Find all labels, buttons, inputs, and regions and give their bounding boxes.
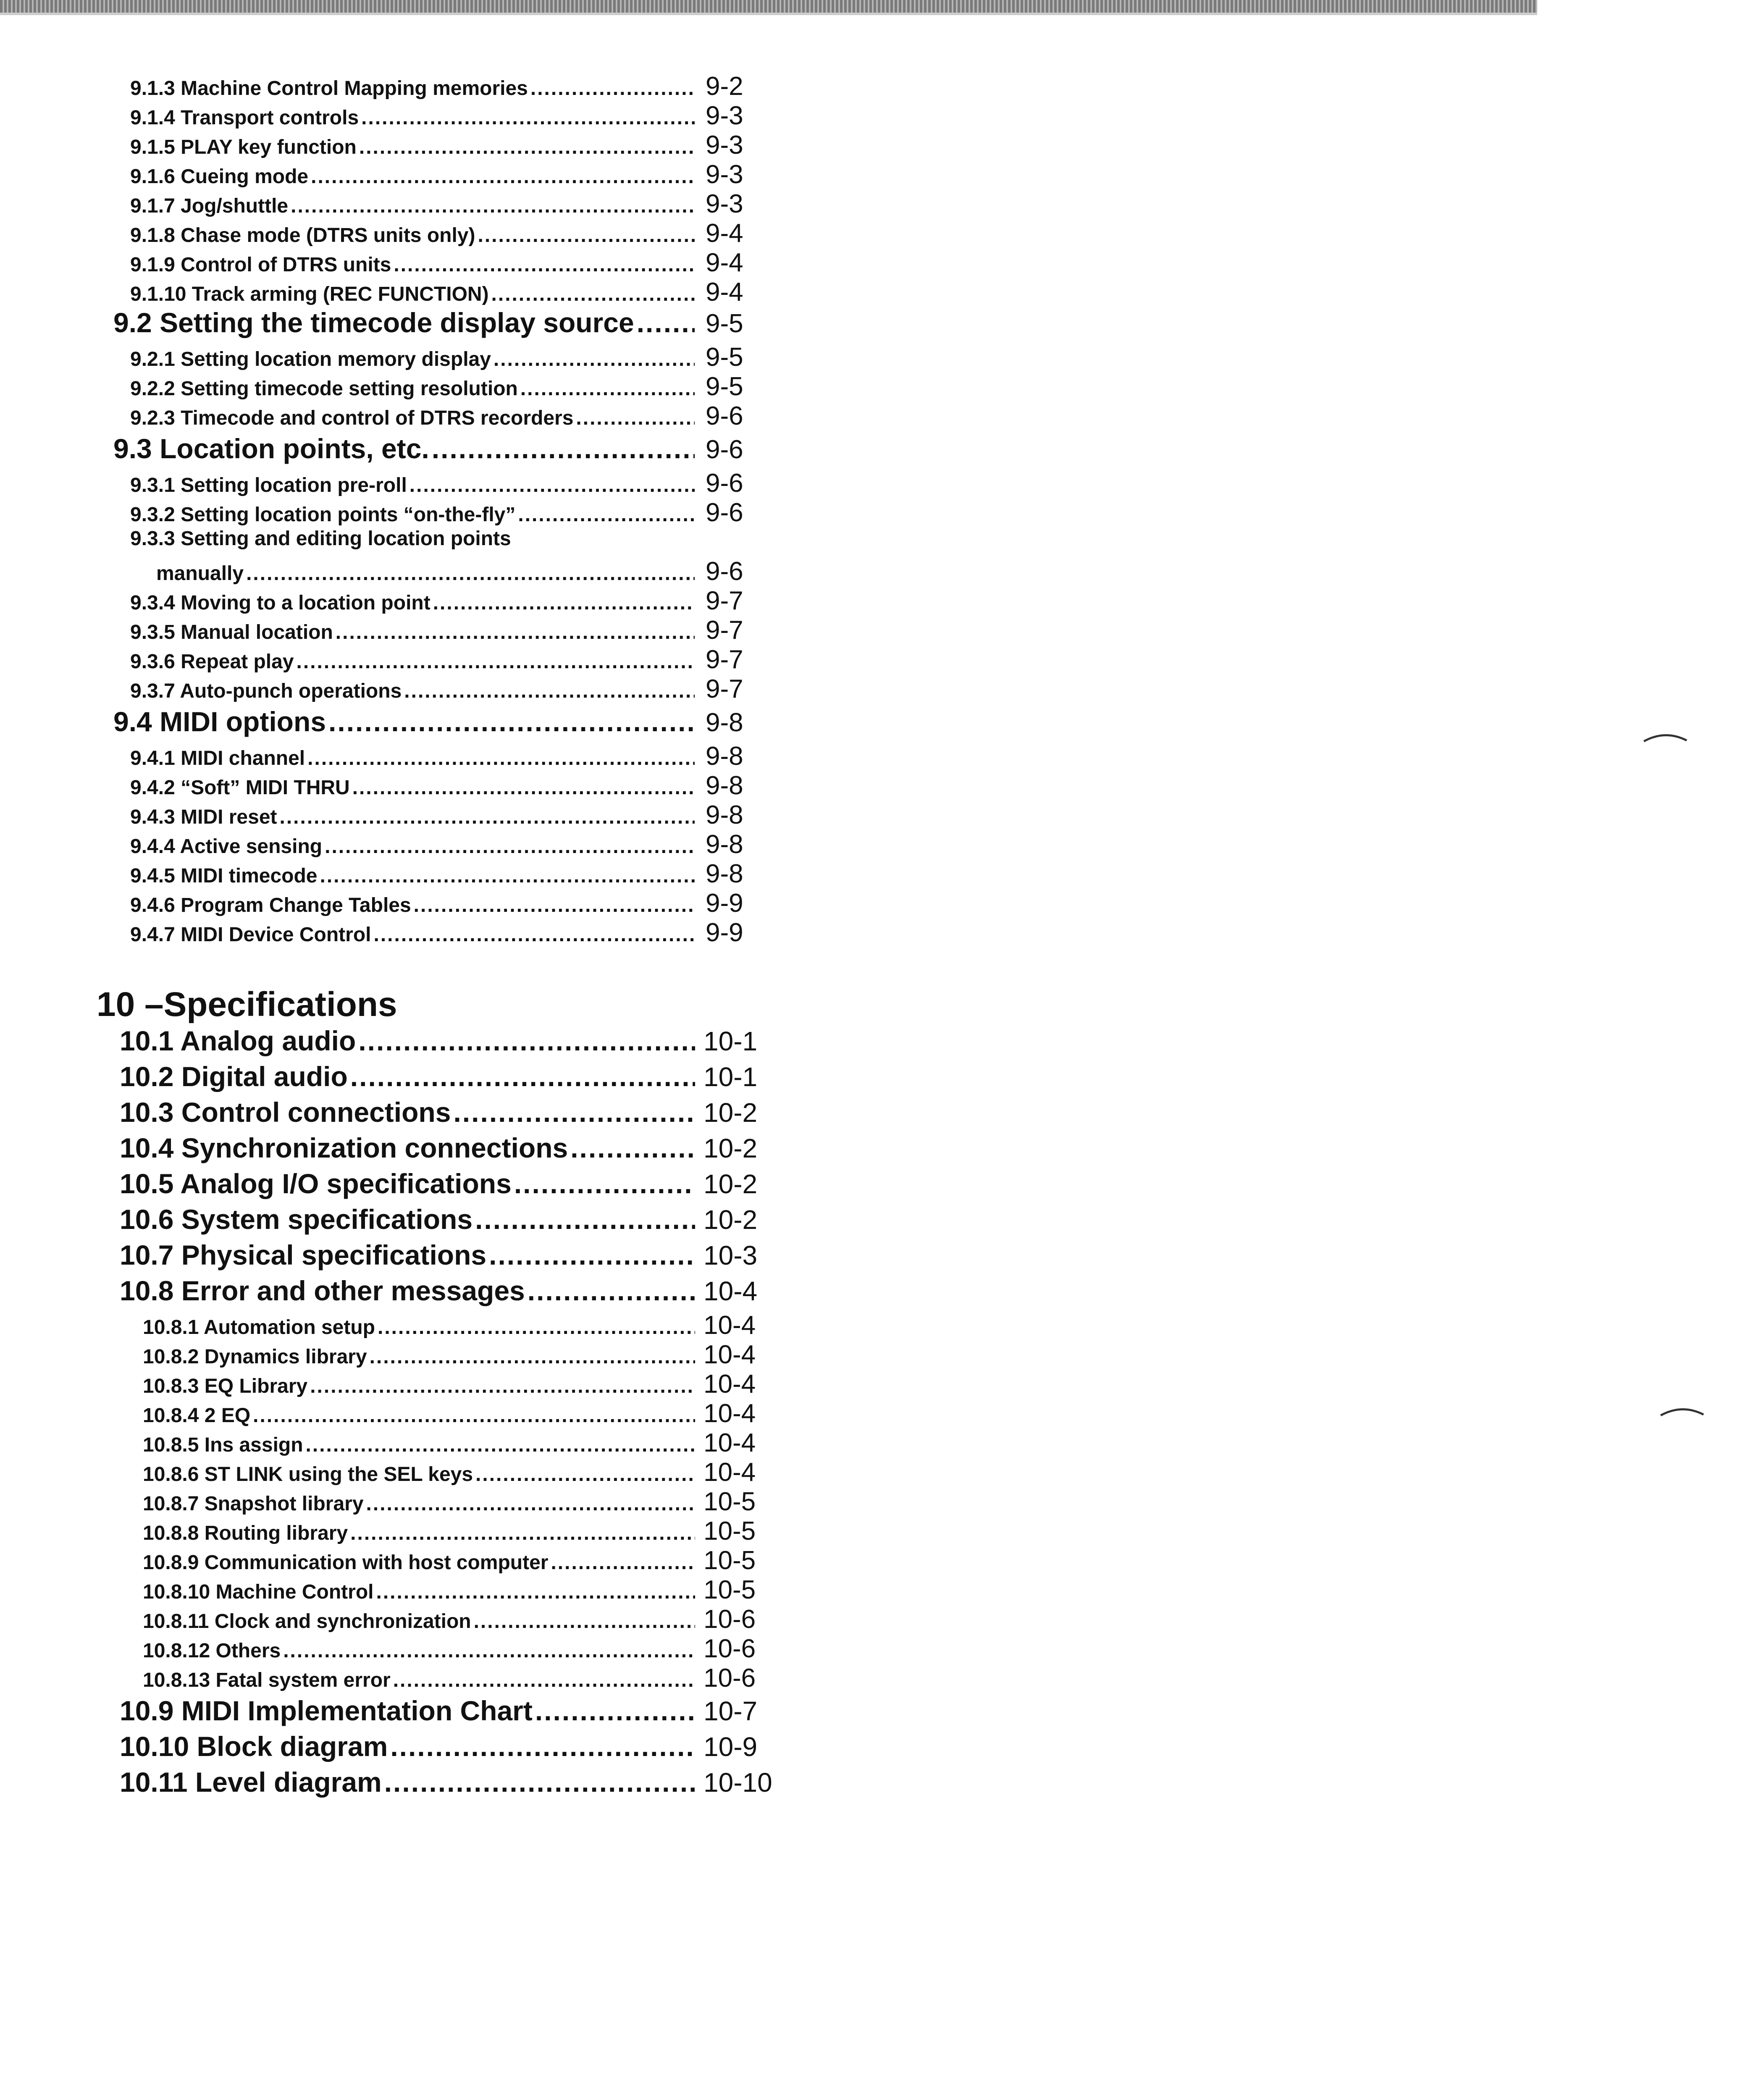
heading-page: 10-1 xyxy=(704,1062,758,1092)
entry-title: 9.4.3 MIDI reset xyxy=(130,806,277,828)
toc-entry-9-1-8[interactable] xyxy=(130,218,769,248)
entry-page: 9-4 xyxy=(706,278,743,307)
heading-title: 10.2 Digital audio xyxy=(120,1061,348,1092)
entry-page: 10-4 xyxy=(704,1311,756,1340)
toc-entry-10-8-4[interactable] xyxy=(143,1399,792,1428)
entry-title: 9.4.5 MIDI timecode xyxy=(130,865,318,887)
entry-title: 9.4.7 MIDI Device Control xyxy=(130,924,371,946)
entry-title: 9.4.1 MIDI channel xyxy=(130,747,305,769)
toc-entry-10-8-6[interactable] xyxy=(143,1457,792,1487)
toc-entry-9-3-3-line2[interactable] xyxy=(156,556,769,586)
entry-page: 10-4 xyxy=(704,1399,756,1428)
toc-entry-10-8-1[interactable] xyxy=(143,1310,792,1340)
entry-page: 10-5 xyxy=(704,1575,756,1604)
toc-entry-9-3-4[interactable] xyxy=(130,586,769,615)
entry-page: 9-6 xyxy=(706,469,743,498)
toc-entry-9-4-4[interactable] xyxy=(130,830,769,859)
entry-page: 10-5 xyxy=(704,1546,756,1575)
entry-page: 10-5 xyxy=(704,1487,756,1516)
toc-entry-9-2-1[interactable] xyxy=(130,342,769,372)
entry-page: 9-6 xyxy=(706,402,743,430)
toc-entry-9-1-7[interactable] xyxy=(130,189,769,218)
toc-heading-10-5[interactable] xyxy=(120,1168,792,1203)
entry-title: 9.1.5 PLAY key function xyxy=(130,136,357,158)
entry-title: 9.4.2 “Soft” MIDI THRU xyxy=(130,777,350,799)
entry-title: 10.8.3 EQ Library xyxy=(143,1375,308,1397)
toc-entry-10-8-3[interactable] xyxy=(143,1369,792,1399)
toc-entry-9-1-3[interactable] xyxy=(130,71,769,101)
toc-entry-9-3-6[interactable] xyxy=(130,645,769,674)
entry-page: 9-7 xyxy=(706,675,743,704)
entry-page: 10-6 xyxy=(704,1664,756,1693)
entry-title: 9.1.7 Jog/shuttle xyxy=(130,195,289,217)
toc-entry-10-8-13[interactable] xyxy=(143,1663,792,1693)
toc-heading-10-4[interactable] xyxy=(120,1132,792,1168)
entry-page: 9-7 xyxy=(706,645,743,674)
toc-heading-10-6[interactable] xyxy=(120,1203,792,1239)
entry-page: 10-6 xyxy=(704,1634,756,1663)
heading-page: 9-5 xyxy=(706,309,743,338)
heading-title: 10.4 Synchronization connections xyxy=(120,1132,568,1163)
heading-page: 10-2 xyxy=(704,1169,758,1199)
entry-page: 9-9 xyxy=(706,889,743,918)
entry-title: 9.1.4 Transport controls xyxy=(130,107,359,129)
toc-heading-10-8[interactable] xyxy=(120,1275,792,1310)
toc-entry-9-1-10[interactable] xyxy=(130,277,769,307)
entry-page: 9-3 xyxy=(706,189,743,218)
toc-entry-10-8-8[interactable] xyxy=(143,1516,792,1546)
entry-page: 10-4 xyxy=(704,1428,756,1457)
entry-page: 10-4 xyxy=(704,1458,756,1487)
entry-title: 9.1.10 Track arming (REC FUNCTION) xyxy=(130,283,489,305)
heading-page: 10-2 xyxy=(704,1097,758,1128)
toc-entry-9-2-2[interactable] xyxy=(130,372,769,401)
entry-title: 9.2.1 Setting location memory display xyxy=(130,348,491,370)
entry-title: 9.3.7 Auto-punch operations xyxy=(130,680,402,702)
entry-page: 10-5 xyxy=(704,1517,756,1546)
toc-entry-9-3-7[interactable] xyxy=(130,674,769,704)
heading-title: 10.8 Error and other messages xyxy=(120,1275,525,1306)
heading-title: 9.4 MIDI options xyxy=(113,706,326,737)
entry-page: 9-5 xyxy=(706,372,743,401)
entry-title: 10.8.2 Dynamics library xyxy=(143,1346,367,1368)
binder-hole-mark xyxy=(1642,729,1688,746)
toc-entry-10-8-11[interactable] xyxy=(143,1604,792,1634)
entry-page: 9-6 xyxy=(706,557,743,586)
heading-page: 10-1 xyxy=(704,1026,758,1056)
entry-page: 9-4 xyxy=(706,248,743,277)
binder-hole-mark xyxy=(1659,1403,1705,1420)
heading-page: 9-8 xyxy=(706,708,743,737)
entry-title: 10.8.10 Machine Control xyxy=(143,1581,374,1603)
toc-entry-9-3-3-line1[interactable]: 9.3.3 Setting and editing location points xyxy=(130,528,511,550)
entry-page: 9-8 xyxy=(706,742,743,771)
toc-heading-10-2[interactable] xyxy=(120,1060,792,1096)
entry-title: 9.3.6 Repeat play xyxy=(130,651,294,673)
heading-page: 10-7 xyxy=(704,1696,758,1726)
entry-page: 9-5 xyxy=(706,343,743,372)
toc-entry-9-4-7[interactable] xyxy=(130,918,769,947)
entry-title: 10.8.8 Routing library xyxy=(143,1522,348,1544)
entry-title: 10.8.9 Communication with host computer xyxy=(143,1551,549,1574)
entry-title: 9.3.4 Moving to a location point xyxy=(130,592,430,614)
entry-title: 9.3.2 Setting location points “on-the-fly” xyxy=(130,504,516,526)
entry-page: 10-6 xyxy=(704,1605,756,1634)
toc-entry-9-1-9[interactable] xyxy=(130,248,769,277)
chapter-title[interactable]: 10 –Specifications xyxy=(97,985,397,1024)
heading-page: 10-2 xyxy=(704,1205,758,1235)
toc-entry-9-1-6[interactable] xyxy=(130,160,769,189)
entry-title: 10.8.1 Automation setup xyxy=(143,1316,375,1339)
entry-title: 10.8.11 Clock and synchronization xyxy=(143,1610,471,1633)
entry-title: 10.8.4 2 EQ xyxy=(143,1404,251,1427)
entry-page: 9-8 xyxy=(706,859,743,888)
entry-page: 9-6 xyxy=(706,498,743,527)
heading-title: 10.9 MIDI Implementation Chart xyxy=(120,1695,533,1726)
entry-title: 9.4.4 Active sensing xyxy=(130,835,323,858)
entry-title: 10.8.12 Others xyxy=(143,1640,281,1662)
entry-page: 9-2 xyxy=(706,72,743,101)
heading-title: 10.1 Analog audio xyxy=(120,1025,356,1056)
entry-title: 10.8.6 ST LINK using the SEL keys xyxy=(143,1463,473,1486)
toc-entry-10-8-7[interactable] xyxy=(143,1487,792,1516)
toc-entry-9-4-3[interactable] xyxy=(130,800,769,830)
entry-title: 9.1.6 Cueing mode xyxy=(130,165,309,188)
entry-page: 9-3 xyxy=(706,101,743,130)
toc-heading-10-3[interactable] xyxy=(120,1096,792,1132)
heading-title: 10.11 Level diagram xyxy=(120,1767,382,1798)
entry-title: 9.2.2 Setting timecode setting resolution xyxy=(130,378,518,400)
heading-title: 10.7 Physical specifications xyxy=(120,1239,487,1270)
entry-title: 10.8.13 Fatal system error xyxy=(143,1669,391,1691)
entry-page: 9-7 xyxy=(706,586,743,615)
toc-heading-10-11[interactable] xyxy=(120,1766,792,1802)
toc-heading-9-4[interactable] xyxy=(113,706,769,739)
toc-entry-9-3-2[interactable] xyxy=(130,498,769,527)
entry-title: 9.3.5 Manual location xyxy=(130,621,333,643)
heading-page: 10-9 xyxy=(704,1732,758,1762)
toc-heading-9-3[interactable] xyxy=(113,433,769,466)
toc-heading-10-7[interactable] xyxy=(120,1239,792,1275)
toc-entry-9-2-3[interactable] xyxy=(130,401,769,430)
entry-page: 9-3 xyxy=(706,131,743,160)
heading-title: 10.10 Block diagram xyxy=(120,1731,388,1762)
heading-title: 9.2 Setting the timecode display source xyxy=(113,307,634,338)
entry-page: 9-8 xyxy=(706,801,743,830)
heading-title: 10.6 System specifications xyxy=(120,1204,473,1235)
entry-page: 9-4 xyxy=(706,219,743,248)
entry-title: 10.8.5 Ins assign xyxy=(143,1434,303,1456)
entry-title: 9.2.3 Timecode and control of DTRS recorders xyxy=(130,407,574,429)
entry-title: manually xyxy=(156,562,244,585)
entry-page: 10-4 xyxy=(704,1370,756,1399)
heading-title: 10.5 Analog I/O specifications xyxy=(120,1168,512,1199)
toc-heading-9-2[interactable] xyxy=(113,307,769,340)
toc-entry-9-4-5[interactable] xyxy=(130,859,769,888)
entry-page: 10-4 xyxy=(704,1340,756,1369)
entry-page: 9-9 xyxy=(706,918,743,947)
toc-heading-10-10[interactable] xyxy=(120,1730,792,1766)
entry-title: 9.1.9 Control of DTRS units xyxy=(130,254,391,276)
toc-entry-9-4-2[interactable] xyxy=(130,771,769,800)
entry-title: 9.1.8 Chase mode (DTRS units only) xyxy=(130,224,475,247)
toc-entry-10-8-2[interactable] xyxy=(143,1340,792,1369)
heading-page: 10-2 xyxy=(704,1133,758,1163)
toc-entry-10-8-12[interactable] xyxy=(143,1634,792,1663)
toc-entry-9-1-5[interactable] xyxy=(130,130,769,160)
toc-entry-9-4-1[interactable] xyxy=(130,741,769,771)
toc-entry-9-4-6[interactable] xyxy=(130,888,769,918)
toc-entry-10-8-5[interactable] xyxy=(143,1428,792,1457)
entry-page: 9-3 xyxy=(706,160,743,189)
entry-page: 9-8 xyxy=(706,771,743,800)
top-scan-bar xyxy=(0,0,1537,13)
heading-title: 9.3 Location points, etc. xyxy=(113,433,429,464)
heading-page: 9-6 xyxy=(706,435,743,464)
toc-entry-9-1-4[interactable] xyxy=(130,101,769,130)
toc-entry-9-3-5[interactable] xyxy=(130,615,769,645)
toc-heading-10-9[interactable] xyxy=(120,1695,792,1730)
entry-title: 9.1.3 Machine Control Mapping memories xyxy=(130,77,528,100)
entry-title: 10.8.7 Snapshot library xyxy=(143,1493,364,1515)
heading-page: 10-10 xyxy=(704,1767,772,1798)
entry-title: 9.3.1 Setting location pre-roll xyxy=(130,474,407,496)
toc-heading-10-1[interactable] xyxy=(120,1025,792,1060)
entry-page: 9-8 xyxy=(706,830,743,859)
toc-entry-10-8-9[interactable] xyxy=(143,1546,792,1575)
toc-entry-10-8-10[interactable] xyxy=(143,1575,792,1604)
toc-entry-9-3-1[interactable] xyxy=(130,468,769,498)
entry-page: 9-7 xyxy=(706,616,743,645)
heading-title: 10.3 Control connections xyxy=(120,1097,451,1128)
heading-page: 10-3 xyxy=(704,1240,758,1270)
heading-page: 10-4 xyxy=(704,1276,758,1306)
entry-title: 9.4.6 Program Change Tables xyxy=(130,894,411,916)
